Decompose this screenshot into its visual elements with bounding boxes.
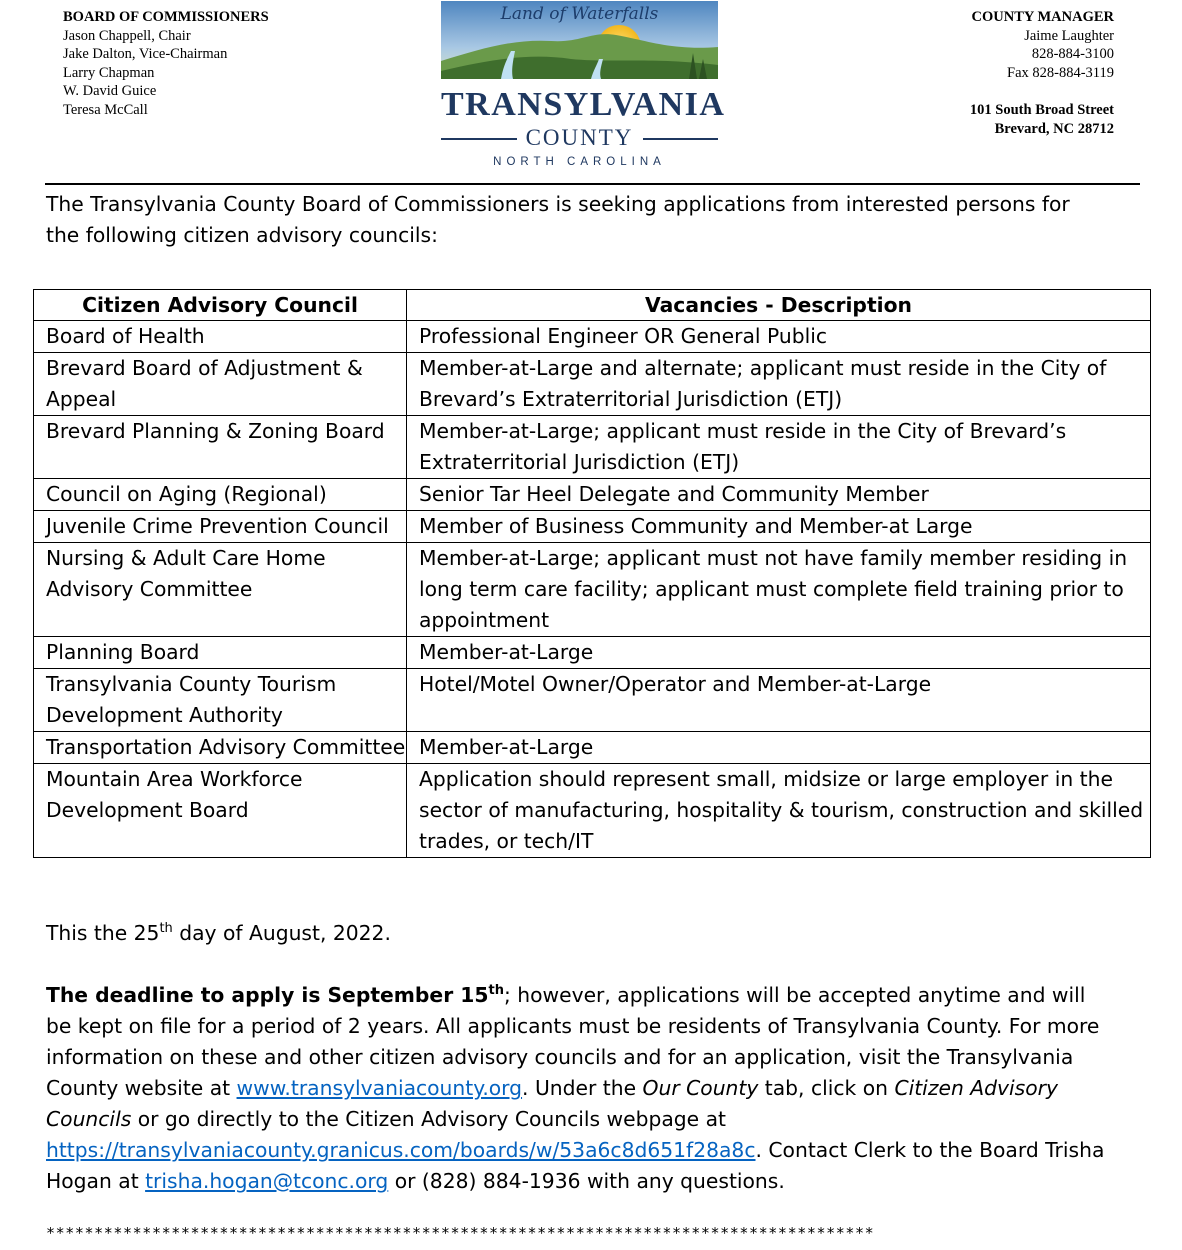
clerk-email-link[interactable]: trisha.hogan@tconc.org xyxy=(145,1169,389,1193)
council-name: Transylvania County Tourism Development Authority xyxy=(34,669,407,732)
our-county-tab-name: Our County xyxy=(642,1076,759,1100)
deadline-text: . Contact Clerk to the Board Trisha Hogan at xyxy=(46,1138,1105,1193)
council-name: Nursing & Adult Care Home Advisory Committee xyxy=(34,543,407,637)
council-name: Brevard Board of Adjustment & Appeal xyxy=(34,353,407,416)
deadline-heading xyxy=(46,983,504,1007)
date-text: This the 25 xyxy=(46,921,160,945)
header-divider xyxy=(45,183,1140,185)
deadline-text: ; however, applications will be accepted anytime and will be kept on file for a period of 2 years. All applicants must be residents of Transylvania County. For more information on these and other citizen advisory councils and for an application, visit the Transylvania County website at xyxy=(46,983,1100,1100)
table-row xyxy=(34,669,1151,732)
advisory-councils-table xyxy=(33,289,1151,858)
table-row xyxy=(34,511,1151,543)
deadline-text: or (828) 884-1936 with any questions. xyxy=(388,1169,785,1193)
logo-county: COUNTY xyxy=(525,125,634,150)
council-name: Mountain Area Workforce Development Board xyxy=(34,764,407,858)
board-of-commissioners-block xyxy=(63,8,269,120)
logo-state: NORTH CAROLINA xyxy=(493,156,666,168)
intro-paragraph: The Transylvania County Board of Commissioners is seeking applications from interested persons for the following citizen advisory councils: xyxy=(46,192,1070,247)
county-logo xyxy=(441,1,726,173)
manager-city: Brevard, NC 28712 xyxy=(994,120,1114,137)
table-header-row xyxy=(34,290,1151,321)
deadline-text: . Under the xyxy=(522,1076,643,1100)
vacancy-description: Member of Business Community and Member-at Large xyxy=(407,511,1151,543)
citizen-advisory-councils-name: Citizen Advisory Councils xyxy=(46,1076,1058,1131)
council-name: Council on Aging (Regional) xyxy=(34,479,407,511)
table-row xyxy=(34,479,1151,511)
deadline-ordinal: th xyxy=(488,983,504,998)
footer-asterisk-divider: ************************************************************************************** xyxy=(46,1224,875,1242)
deadline-paragraph xyxy=(46,980,1116,1197)
vacancy-description: Application should represent small, midsize or large employer in the sector of manufacturing, hospitality & tourism, construction and skilled trades, or tech/IT xyxy=(407,764,1151,858)
board-heading: BOARD OF COMMISSIONERS xyxy=(63,9,269,25)
deadline-text: or go directly to the Citizen Advisory Councils webpage at xyxy=(131,1107,726,1131)
table-row xyxy=(34,732,1151,764)
vacancy-description: Hotel/Motel Owner/Operator and Member-at-Large xyxy=(407,669,1151,732)
manager-fax: Fax 828-884-3119 xyxy=(1007,64,1114,81)
county-website-link[interactable]: www.transylvaniacounty.org xyxy=(236,1076,523,1100)
board-member: W. David Guice xyxy=(63,83,157,100)
date-line xyxy=(46,918,391,949)
deadline-text: tab, click on xyxy=(758,1076,895,1100)
manager-heading: COUNTY MANAGER xyxy=(971,9,1114,25)
vacancy-description: Member-at-Large xyxy=(407,732,1151,764)
vacancy-description: Member-at-Large; applicant must reside in the City of Brevard’s Extraterritorial Jurisdiction (ETJ) xyxy=(407,416,1151,479)
logo-title: TRANSYLVANIA xyxy=(441,86,726,123)
table-row xyxy=(34,764,1151,858)
board-member: Teresa McCall xyxy=(63,101,148,118)
vacancy-description: Member-at-Large and alternate; applicant must reside in the City of Brevard’s Extraterritorial Jurisdiction (ETJ) xyxy=(407,353,1151,416)
table-row xyxy=(34,353,1151,416)
column-header: Vacancies - Description xyxy=(407,290,1151,321)
date-ordinal: th xyxy=(159,921,173,936)
logo-tagline: Land of Waterfalls xyxy=(500,4,659,24)
manager-name: Jaime Laughter xyxy=(1024,27,1114,44)
board-member: Jason Chappell, Chair xyxy=(63,27,191,44)
vacancy-description: Professional Engineer OR General Public xyxy=(407,321,1151,353)
date-text-end: day of August, 2022. xyxy=(172,921,391,945)
council-name: Transportation Advisory Committee xyxy=(34,732,407,764)
council-name: Planning Board xyxy=(34,637,407,669)
manager-street: 101 South Broad Street xyxy=(969,101,1114,118)
manager-phone: 828-884-3100 xyxy=(1031,46,1114,63)
logo-county-row xyxy=(441,124,718,152)
council-name: Juvenile Crime Prevention Council xyxy=(34,511,407,543)
table-row xyxy=(34,416,1151,479)
table-row xyxy=(34,543,1151,637)
table-row xyxy=(34,321,1151,353)
column-header: Citizen Advisory Council xyxy=(34,290,407,321)
council-name: Brevard Planning & Zoning Board xyxy=(34,416,407,479)
vacancy-description: Member-at-Large; applicant must not have family member residing in long term care facility; applicant must complete field training prior to appointment xyxy=(407,543,1151,637)
vacancy-description: Member-at-Large xyxy=(407,637,1151,669)
board-member: Jake Dalton, Vice-Chairman xyxy=(63,46,228,63)
table-row xyxy=(34,637,1151,669)
county-manager-block xyxy=(970,8,1114,138)
vacancy-description: Senior Tar Heel Delegate and Community Member xyxy=(407,479,1151,511)
logo-rule-right xyxy=(643,138,718,140)
granicus-boards-link[interactable]: https://transylvaniacounty.granicus.com/boards/w/53a6c8d651f28a8c xyxy=(46,1138,756,1162)
deadline-heading-text: The deadline to apply is September 15 xyxy=(46,983,489,1007)
council-name: Board of Health xyxy=(34,321,407,353)
board-member: Larry Chapman xyxy=(63,64,155,81)
